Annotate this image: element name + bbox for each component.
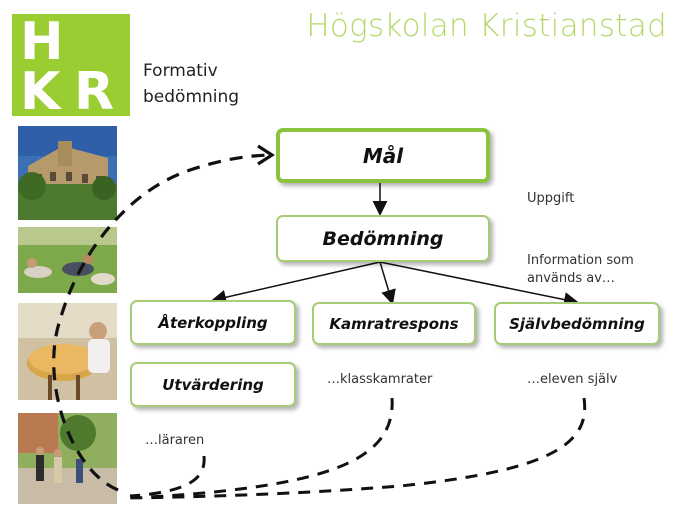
- task-note: Uppgift: [527, 191, 575, 206]
- subtitle-line-2: bedömning: [143, 87, 240, 107]
- logo-letter-h: H: [20, 12, 64, 72]
- assessment-to-feedback-arrow: [214, 262, 380, 300]
- logo-letter-k: K: [20, 62, 61, 122]
- logo-letter-r: R: [74, 62, 115, 122]
- classmates-note: …klasskamrater: [327, 372, 433, 387]
- goal-box: Mål: [276, 128, 490, 183]
- dashed-teacher-curve: [130, 456, 204, 496]
- teacher-note: …läraren: [145, 433, 205, 448]
- info-note: [527, 252, 634, 288]
- evaluation-box: Utvärdering: [130, 362, 296, 407]
- student-note: …eleven själv: [527, 372, 618, 387]
- self-assessment-box: Självbedömning: [494, 302, 660, 345]
- subtitle-line-1: Formativ: [143, 61, 218, 81]
- info-note-line-1: Information som: [527, 253, 634, 268]
- feedback-box: Återkoppling: [130, 300, 296, 345]
- assessment-box: Bedömning: [276, 215, 490, 262]
- peer-response-box: Kamratrespons: [312, 302, 476, 345]
- assessment-to-peer-arrow: [380, 262, 392, 302]
- brand-title: Högskolan Kristianstad: [306, 8, 667, 44]
- info-note-line-2: används av…: [527, 271, 615, 286]
